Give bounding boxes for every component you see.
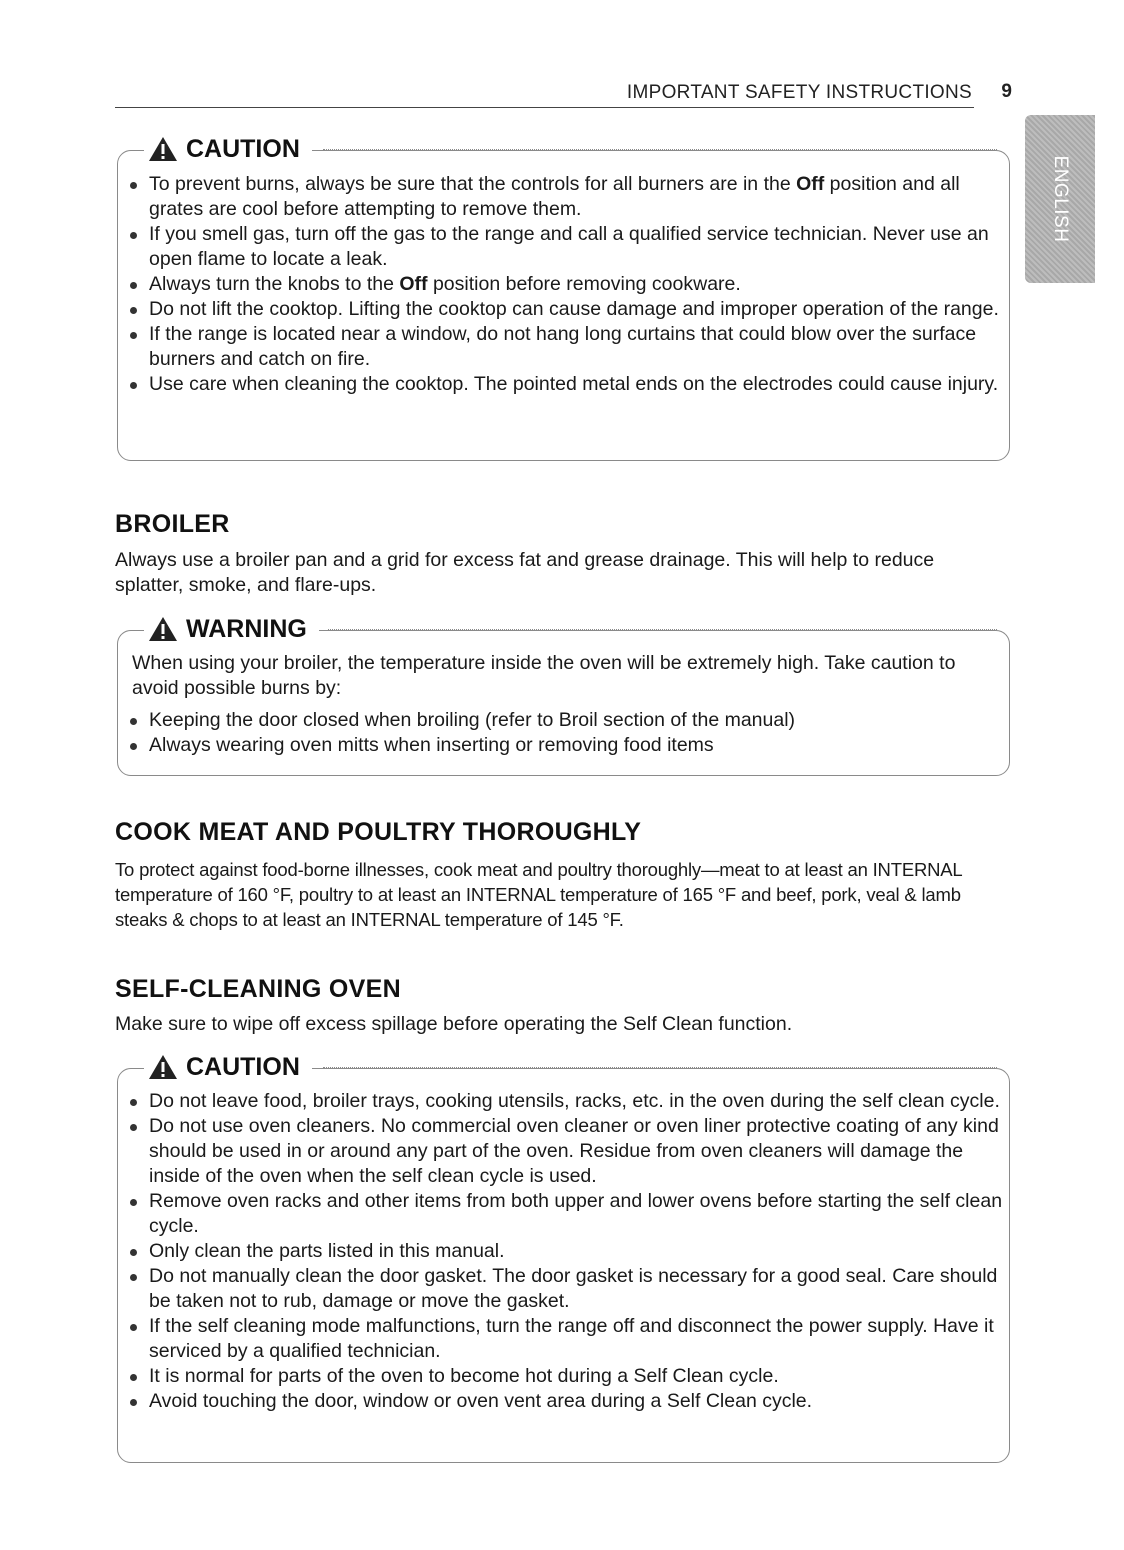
caution-list	[122, 1089, 1004, 1414]
self-clean-body: Make sure to wipe off excess spillage before operating the Self Clean function.	[115, 1013, 793, 1035]
warning-heading	[144, 613, 319, 645]
caution-heading	[144, 1051, 312, 1083]
warning-box-rule	[328, 629, 997, 630]
header-title: IMPORTANT SAFETY INSTRUCTIONS	[626, 82, 972, 103]
list-item: Always wearing oven mitts when inserting or removing food items	[122, 733, 1002, 758]
caution-box-cooktop	[117, 135, 1010, 461]
page-header	[115, 78, 1012, 108]
list-item: Do not use oven cleaners. No commercial oven cleaner or oven liner protective coating of any kind should be used in or around any part of the oven. Residue from oven cleaners will damage the inside of the oven when the self clean cycle is used.	[122, 1114, 1004, 1189]
warning-label: WARNING	[186, 615, 307, 643]
caution-box-self-clean	[117, 1053, 1010, 1463]
warning-triangle-icon	[148, 1054, 178, 1080]
list-item: Do not lift the cooktop. Lifting the cooktop can cause damage and improper operation of the range.	[122, 297, 1002, 322]
list-item: Avoid touching the door, window or oven vent area during a Self Clean cycle.	[122, 1389, 1004, 1414]
header-rule	[115, 107, 974, 108]
list-item: Use care when cleaning the cooktop. The pointed metal ends on the electrodes could cause injury.	[122, 372, 1002, 397]
warning-triangle-icon	[148, 136, 178, 162]
caution-list	[122, 172, 1002, 397]
language-tab	[1025, 115, 1095, 283]
list-item: To prevent burns, always be sure that the controls for all burners are in the Off position and all grates are cool before attempting to remove them.	[122, 172, 1002, 222]
list-item: If you smell gas, turn off the gas to the range and call a qualified service technician. Never use an open flame to locate a leak.	[122, 222, 1002, 272]
broiler-heading: BROILER	[115, 510, 230, 538]
warning-box-broiler	[117, 615, 1010, 776]
warning-triangle-icon	[148, 616, 178, 642]
caution-box-rule	[323, 149, 997, 150]
caution-label: CAUTION	[186, 135, 300, 163]
list-item: Only clean the parts listed in this manual.	[122, 1239, 1004, 1264]
list-item: It is normal for parts of the oven to become hot during a Self Clean cycle.	[122, 1364, 1004, 1389]
list-item: If the self cleaning mode malfunctions, turn the range off and disconnect the power supply. Have it serviced by a qualified technician.	[122, 1314, 1004, 1364]
list-item: Keeping the door closed when broiling (refer to Broil section of the manual)	[122, 708, 1002, 733]
caution-label: CAUTION	[186, 1053, 300, 1081]
self-clean-heading: SELF-CLEANING OVEN	[115, 975, 401, 1003]
caution-box-rule	[323, 1067, 997, 1068]
warning-intro: When using your broiler, the temperature inside the oven will be extremely high. Take caution to avoid possible burns by:	[132, 652, 956, 699]
list-item: Do not manually clean the door gasket. The door gasket is necessary for a good seal. Care should be taken not to rub, damage or move the gasket.	[122, 1264, 1004, 1314]
broiler-body: Always use a broiler pan and a grid for excess fat and grease drainage. This will help to reduce splatter, smoke, and flare-ups.	[115, 549, 935, 596]
cook-meat-heading: COOK MEAT AND POULTRY THOROUGHLY	[115, 818, 642, 846]
list-item: If the range is located near a window, do not hang long curtains that could blow over the surface burners and catch on fire.	[122, 322, 1002, 372]
caution-heading	[144, 133, 312, 165]
list-item: Do not leave food, broiler trays, cooking utensils, racks, etc. in the oven during the self clean cycle.	[122, 1089, 1004, 1114]
language-tab-label: ENGLISH	[1050, 155, 1071, 243]
page-number: 9	[1001, 81, 1012, 102]
list-item: Always turn the knobs to the Off position before removing cookware.	[122, 272, 1002, 297]
warning-list	[122, 708, 1002, 758]
list-item: Remove oven racks and other items from both upper and lower ovens before starting the self clean cycle.	[122, 1189, 1004, 1239]
cook-meat-body: To protect against food-borne illnesses, cook meat and poultry thoroughly—meat to at least an INTERNAL temperature of 160 °F, poultry to at least an INTERNAL temperature of 165 °F and beef, pork, veal & lamb steaks & chops to at least an INTERNAL temperature of 145 °F.	[115, 859, 962, 930]
